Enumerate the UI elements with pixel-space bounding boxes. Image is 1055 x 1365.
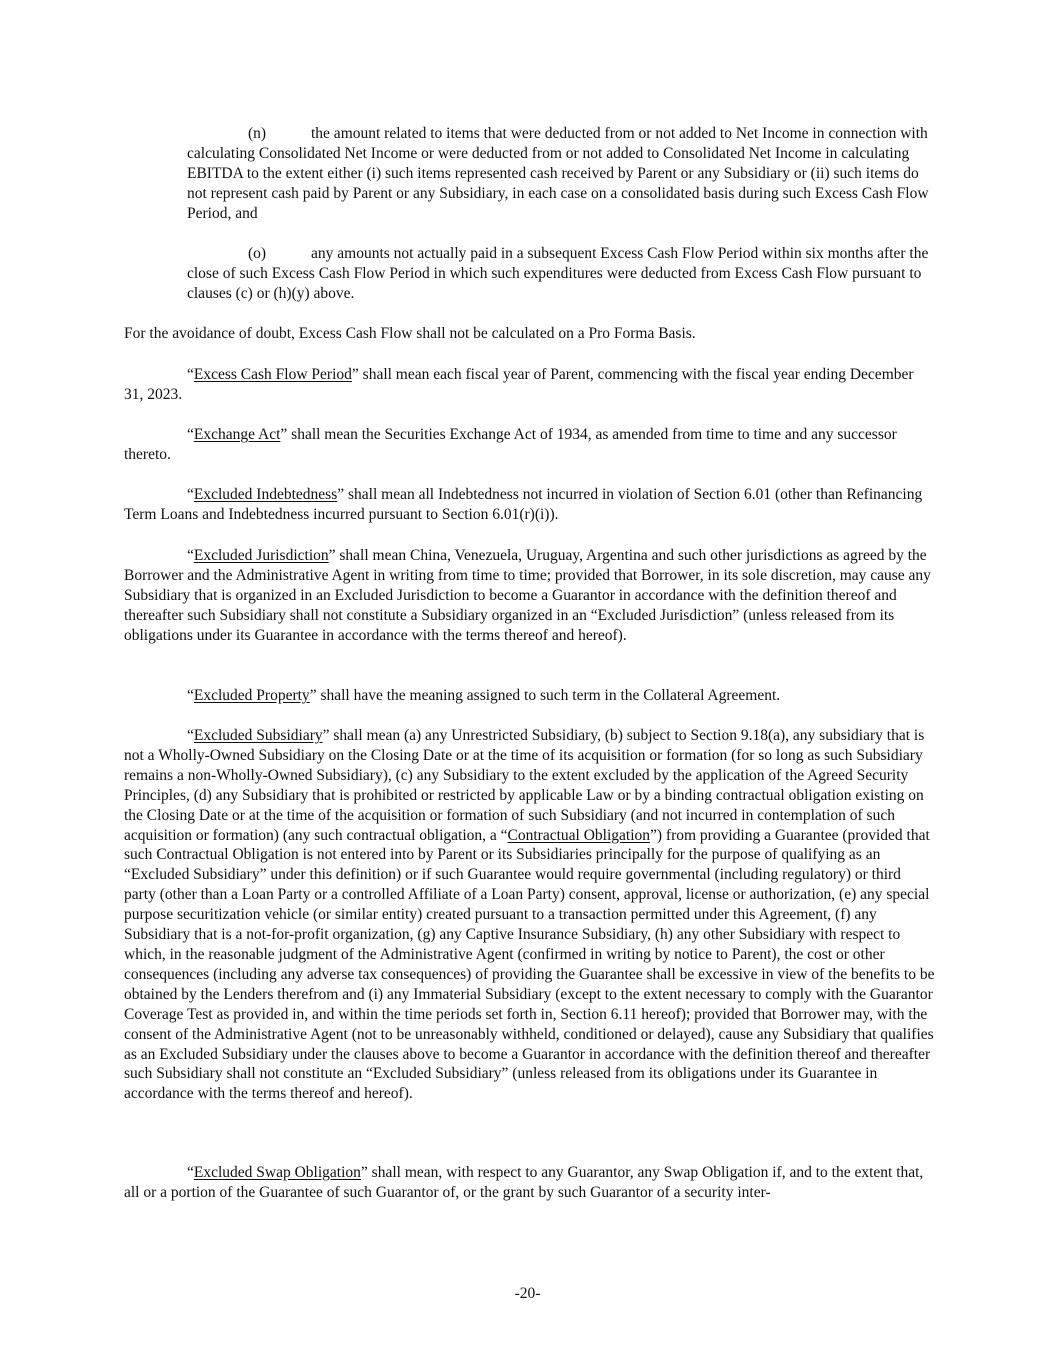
defined-term: Excluded Property	[193, 687, 310, 704]
defined-term: Excluded Jurisdiction	[193, 547, 329, 564]
defined-term: Exchange Act	[193, 426, 281, 443]
clause-n-label: (n)	[248, 125, 267, 142]
defined-term: Excluded Swap Obligation	[193, 1164, 361, 1181]
defined-term: Excluded Subsidiary	[193, 727, 323, 744]
clause-o	[187, 244, 936, 304]
definition-excluded-swap-obligation: “Excluded Swap Obligation” shall mean, with respect to any Guarantor, any Swap Obligation if, and to the extent that, all or a portion of the Guarantee of such Guarantor of, or the grant by such Guarantor of a security inter-	[124, 1164, 924, 1201]
definition-text: ” shall mean China, Venezuela, Uruguay, Argentina and such other jurisdictions as agreed by the Borrower and the Administrative Agent in writing from time to time; provided that Borrower, in its sole discretion, may cause any Subsidiary that is organized in an Excluded Jurisdiction to become a Guarantor in accordance with the definition thereof and thereafter such Subsidiary shall not constitute a Subsidiary organized in an “Excluded Jurisdiction” (unless released from its obligations under its Guarantee in accordance with the terms thereof and hereof).	[124, 547, 931, 644]
definition-excess-cash-flow-period: “Excess Cash Flow Period” shall mean each fiscal year of Parent, commencing with the fiscal year ending December 31, 2023.	[124, 366, 914, 403]
definition-exchange-act: “Exchange Act” shall mean the Securities Exchange Act of 1934, as amended from time to time and any successor thereto.	[124, 426, 897, 463]
defined-term: Excluded Indebtedness	[193, 486, 338, 503]
definition-text: ” shall mean (a) any Unrestricted Subsidiary, (b) subject to Section 9.18(a), any subsidiary that is not a Wholly-Owned Subsidiary on the Closing Date or at the time of its acquisition or formation (for so long as such Subsidiary remains a non-Wholly-Owned Subsidiary), (c) any Subsidiary to the extent excluded by the application of the Agreed Security Principles, (d) any Subsidiary that is prohibited or restricted by applicable Law or by a binding contractual obligation existing on the Closing Date or at the time of the acquisition or formation of such Subsidiary (and not incurred in contemplation of such acquisition or formation) (any such contractual obligation, a “	[124, 727, 925, 844]
clause-o-label: (o)	[248, 245, 267, 262]
clause-o-text: any amounts not actually paid in a subsequent Excess Cash Flow Period within six months after the close of such Excess Cash Flow Period in which such expenditures were deducted from Excess Cash Flow pursuant to clauses (c) or (h)(y) above.	[187, 245, 929, 302]
page-number: -20-	[514, 1285, 541, 1302]
definition-excluded-subsidiary: “Excluded Subsidiary” shall mean (a) any Unrestricted Subsidiary, (b) subject to Section 9.18(a), any subsidiary that is not a Wholly-Owned Subsidiary on the Closing Date or at the time of its acquisition or formation (for so long as such Subsidiary remains a non-Wholly-Owned Subsidiary), (c) any Subsidiary to the extent excluded by the application of the Agreed Security Principles, (d) any Subsidiary that is prohibited or restricted by applicable Law or by a binding contractual obligation existing on the Closing Date or at the time of the acquisition or formation of such Subsidiary (and not incurred in contemplation of such acquisition or formation) (any such contractual obligation, a “Contractual Obligation”) from providing a Guarantee (provided that such Contractual Obligation is not entered into by Parent or its Subsidiaries principally for the purpose of qualifying as an “Excluded Subsidiary” under this definition) or if such Guarantee would require governmental (including regulatory) or third party (other than a Loan Party or a controlled Affiliate of a Loan Party) consent, approval, license or authorization, (e) any special purpose securitization vehicle (or similar entity) created pursuant to a transaction permitted under this Agreement, (f) any Subsidiary that is a not-for-profit organization, (g) any Captive Insurance Subsidiary, (h) any other Subsidiary with respect to which, in the reasonable judgment of the Administrative Agent (confirmed in writing by notice to Parent), the cost or other consequences (including any adverse tax consequences) of providing the Guarantee shall be excessive in view of the benefits to be obtained by the Lenders therefrom and (i) any Immaterial Subsidiary (except to the extent necessary to comply with the Guarantor Coverage Test as provided in, and within the time periods set forth in, Section 6.11 hereof); provided that Borrower may, with the consent of the Administrative Agent (not to be unreasonably withheld, conditioned or delayed), cause any Subsidiary that qualifies as an Excluded Subsidiary under the clauses above to become a Guarantor in accordance with the definition thereof and thereafter such Subsidiary shall not constitute an “Excluded Subsidiary” (unless released from its obligations under its Guarantee in accordance with the terms thereof and hereof).	[124, 727, 935, 1103]
definition-excluded-jurisdiction: “Excluded Jurisdiction” shall mean China, Venezuela, Uruguay, Argentina and such other jurisdictions as agreed by the Borrower and the Administrative Agent in writing from time to time; provided that Borrower, in its sole discretion, may cause any Subsidiary that is organized in an Excluded Jurisdiction to become a Guarantor in accordance with the definition thereof and thereafter such Subsidiary shall not constitute a Subsidiary organized in an “Excluded Jurisdiction” (unless released from its obligations under its Guarantee in accordance with the terms thereof and hereof).	[124, 547, 931, 644]
avoidance-note: For the avoidance of doubt, Excess Cash Flow shall not be calculated on a Pro Forma Basis.	[124, 325, 696, 342]
defined-term-contractual-obligation: Contractual Obligation	[507, 826, 650, 844]
clause-n-text: the amount related to items that were deducted from or not added to Net Income in connection with calculating Consolidated Net Income or were deducted from or not added to Consolidated Net Income in calculating EBITDA to the extent either (i) such items represented cash received by Parent or any Subsidiary or (ii) such items do not represent cash paid by Parent or any Subsidiary, in each case on a consolidated basis during such Excess Cash Flow Period, and	[187, 125, 929, 222]
definition-text: ” shall have the meaning assigned to such term in the Collateral Agreement.	[309, 687, 781, 704]
definition-excluded-indebtedness: “Excluded Indebtedness” shall mean all Indebtedness not incurred in violation of Section 6.01 (other than Refinancing Term Loans and Indebtedness incurred pursuant to Section 6.01(r)(i)).	[124, 486, 923, 523]
defined-term: Excess Cash Flow Period	[193, 366, 352, 383]
definition-excluded-property: “Excluded Property” shall have the meaning assigned to such term in the Collateral Agreement.	[187, 687, 781, 704]
definition-text: ” shall mean, with respect to any Guarantor, any Swap Obligation if, and to the extent that, all or a portion of the Guarantee of such Guarantor of, or the grant by such Guarantor of a security inter-	[124, 1164, 924, 1201]
clause-n	[187, 124, 936, 224]
definition-text: ” shall mean all Indebtedness not incurred in violation of Section 6.01 (other than Refinancing Term Loans and Indebtedness incurred pursuant to Section 6.01(r)(i)).	[124, 486, 923, 523]
definition-text-continued: ”) from providing a Guarantee (provided that such Contractual Obligation is not entered into by Parent or its Subsidiaries principally for the purpose of qualifying as an “Excluded Subsidiary” under this definition) or if such Guarantee would require governmental (including regulatory) or third party (other than a Loan Party or a controlled Affiliate of a Loan Party) consent, approval, license or authorization, (e) any special purpose securitization vehicle (or similar entity) created pursuant to a transaction permitted under this Agreement, (f) any Subsidiary that is a not-for-profit organization, (g) any Captive Insurance Subsidiary, (h) any other Subsidiary with respect to which, in the reasonable judgment of the Administrative Agent (confirmed in writing by notice to Parent), the cost or other consequences (including any adverse tax consequences) of providing the Guarantee shall be excessive in view of the benefits to be obtained by the Lenders therefrom and (i) any Immaterial Subsidiary (except to the extent necessary to comply with the Guarantor Coverage Test as provided in, and within the time periods set forth in, Section 6.11 hereof); provided that Borrower may, with the consent of the Administrative Agent (not to be unreasonably withheld, conditioned or delayed), cause any Subsidiary that qualifies as an Excluded Subsidiary under the clauses above to become a Guarantor in accordance with the definition thereof and thereafter such Subsidiary shall not constitute an “Excluded Subsidiary” (unless released from its obligations under its Guarantee in accordance with the terms thereof and hereof).	[124, 826, 935, 1103]
definition-text: ” shall mean the Securities Exchange Act of 1934, as amended from time to time and any successor thereto.	[124, 426, 897, 463]
definition-text: ” shall mean each fiscal year of Parent, commencing with the fiscal year ending December 31, 2023.	[124, 366, 914, 403]
